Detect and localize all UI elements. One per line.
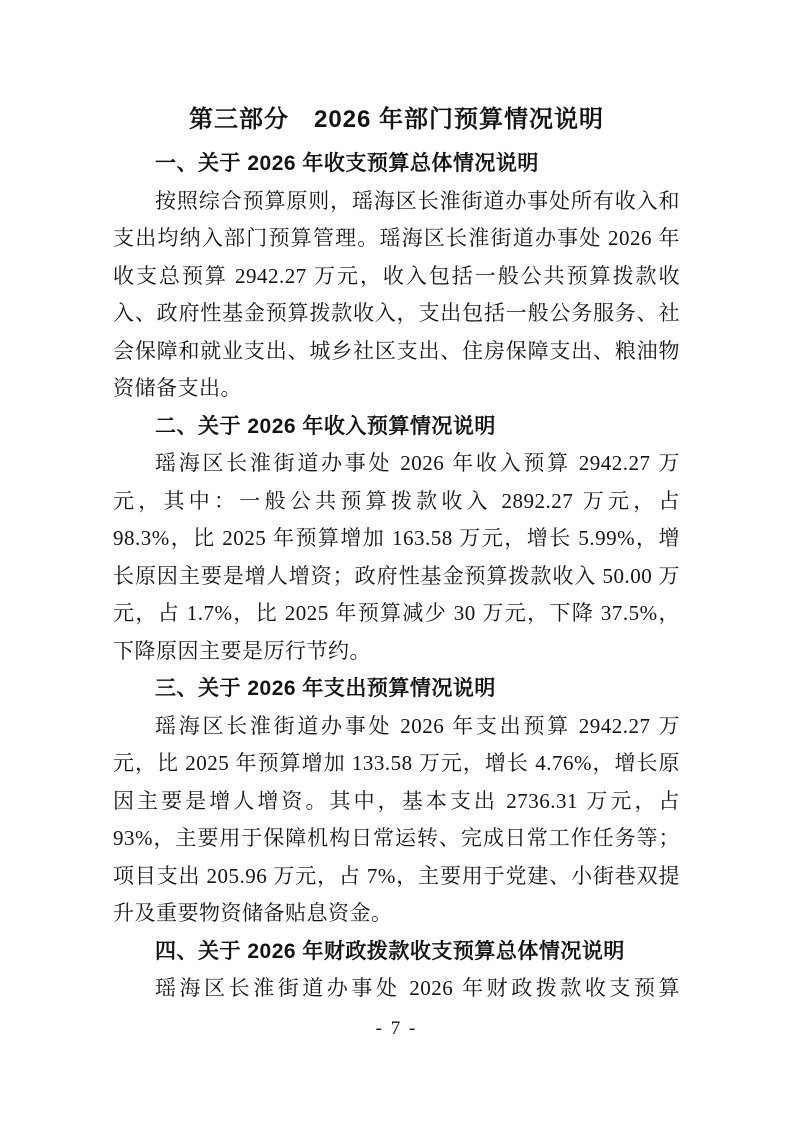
section-4-heading: 四、关于 2026 年财政拨款收支预算总体情况说明: [155, 939, 625, 963]
section-4-body: 瑶海区长淮街道办事处 2026 年财政拨款收支预算: [155, 976, 680, 1000]
section-overall-budget: [113, 145, 680, 408]
section-fiscal-appropriation: [113, 933, 680, 1008]
page-number: - 7 -: [375, 1018, 418, 1039]
section-expenditure-budget: [113, 670, 680, 933]
section-1-heading: 一、关于 2026 年收支预算总体情况说明: [155, 152, 539, 175]
document-title: 第三部分 2026 年部门预算情况说明: [188, 106, 605, 133]
section-1-body: 按照综合预算原则，瑶海区长淮街道办事处所有收入和支出均纳入部门预算管理。瑶海区长淮街道办事处 2026 年收支总预算 2942.27 万元，收入包括一般公共预算拨款收入、政府性基金预算拨款收入，支出包括一般公务服务、社会保障和就业支出、城乡社区支出、住房保障支出、粮油物资储备支出。: [113, 188, 680, 400]
section-income-budget: [113, 408, 680, 671]
section-2-heading: 二、关于 2026 年收入预算情况说明: [155, 414, 496, 438]
section-2-body: 瑶海区长淮街道办事处 2026 年收入预算 2942.27 万元，其中：一般公共预算拨款收入 2892.27 万元，占 98.3%，比 2025 年预算增加 163.58 万元，增长 5.99%，增长原因主要是增人增资；政府性基金预算拨款收入 50.00 万元，占 1.7%，比 2025 年预算减少 30 万元，下降 37.5%，下降原因主要是厉行节约。: [113, 451, 680, 663]
section-3-body: 瑶海区长淮街道办事处 2026 年支出预算 2942.27 万元，比 2025 年预算增加 133.58 万元，增长 4.76%，增长原因主要是增人增资。其中，基本支出 2736.31 万元，占 93%，主要用于保障机构日常运转、完成日常工作任务等；项目支出 205.96 万元，占 7%，主要用于党建、小街巷双提升及重要物资储备贴息资金。: [113, 713, 680, 925]
section-3-heading: 三、关于 2026 年支出预算情况说明: [155, 677, 496, 700]
